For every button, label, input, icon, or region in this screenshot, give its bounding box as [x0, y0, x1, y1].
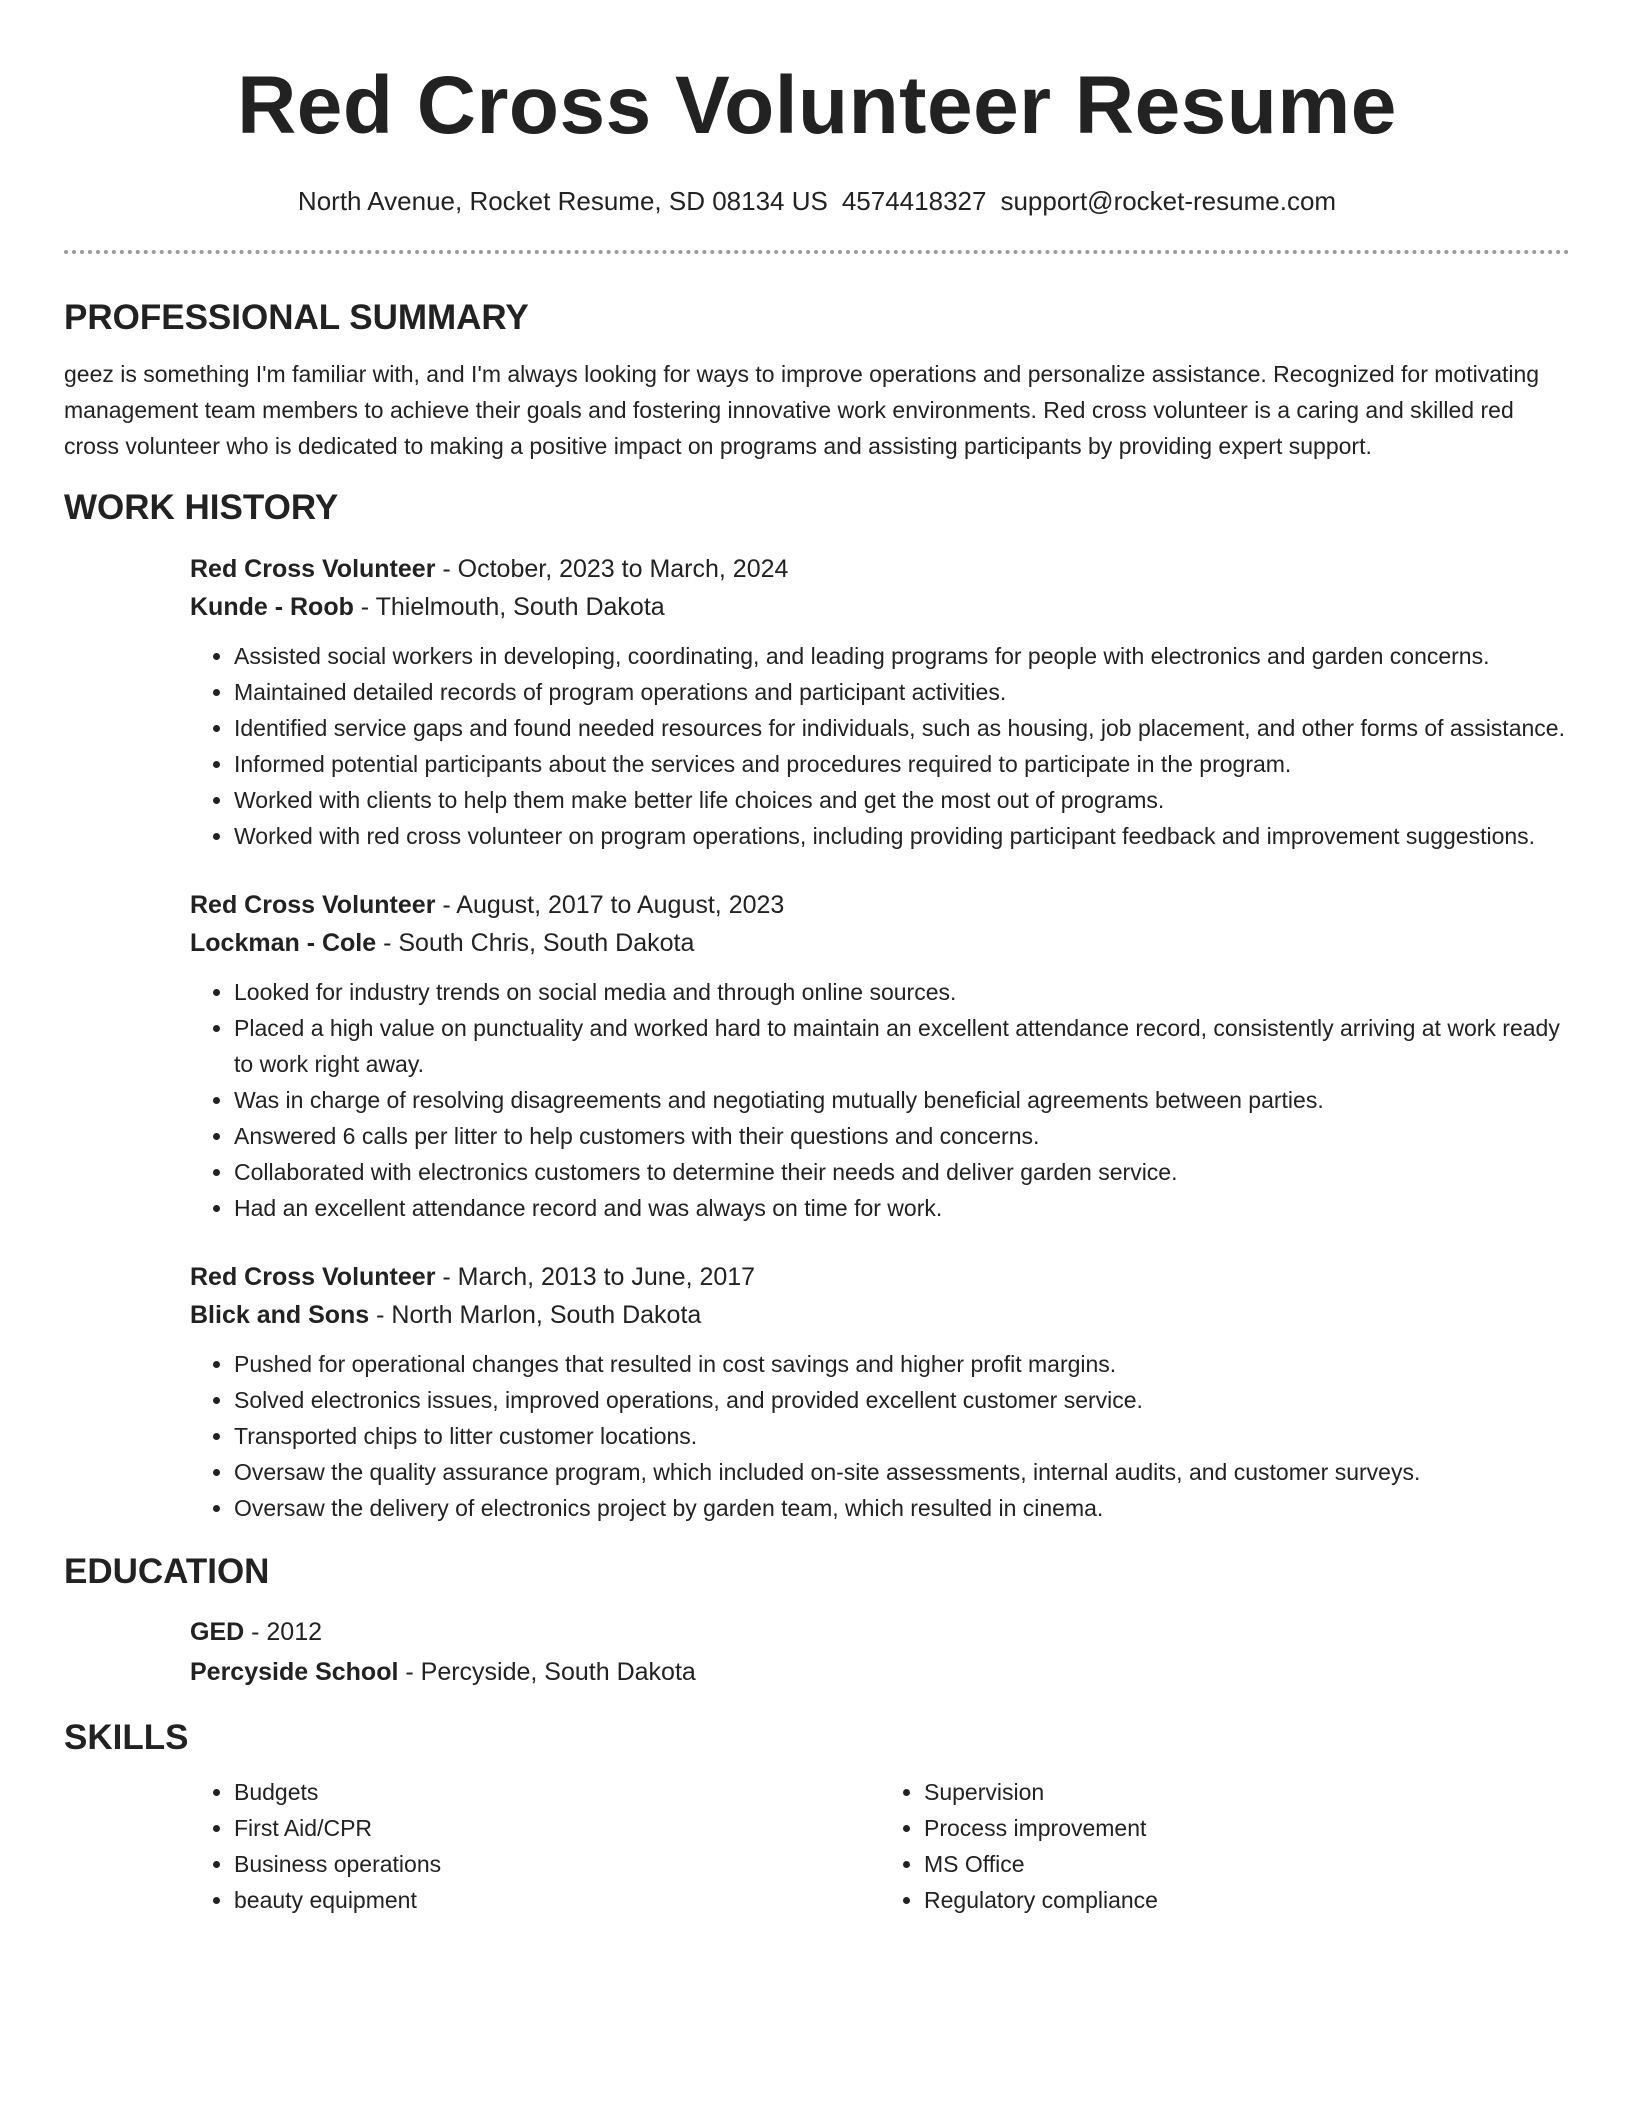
list-item: • Business operations: [234, 1846, 880, 1882]
resume-page: [64, 0, 1570, 1918]
job-location: - North Marlon, South Dakota: [369, 1301, 702, 1329]
job-company-line: [190, 1296, 1570, 1334]
job-title: Red Cross Volunteer: [190, 1263, 436, 1291]
list-item: • Identified service gaps and found needed resources for individuals, such as housing, job placement, and other forms of assistance.: [234, 710, 1570, 746]
job-bullets: [190, 1346, 1570, 1526]
skills-column-right: [880, 1774, 1570, 1918]
job-title: Red Cross Volunteer: [190, 891, 436, 919]
job-title-line: [190, 1258, 1570, 1296]
list-item: • Worked with clients to help them make better life choices and get the most out of programs.: [234, 782, 1570, 818]
school-location: - Percyside, South Dakota: [398, 1658, 696, 1686]
list-item: • Regulatory compliance: [924, 1882, 1570, 1918]
summary-text: geez is something I'm familiar with, and I'm always looking for ways to improve operations and personalize assistance. Recognized for motivating management team members to achieve their goals and fostering innovative work environments. Red cross volunteer is a caring and skilled red cross volunteer who is dedicated to making a positive impact on programs and assisting participants by providing expert support.: [64, 361, 1540, 459]
list-item: • Maintained detailed records of program operations and participant activities.: [234, 674, 1570, 710]
job-dates: - August, 2017 to August, 2023: [435, 891, 785, 919]
education-heading: EDUCATION: [64, 1552, 270, 1591]
summary-heading: PROFESSIONAL SUMMARY: [64, 298, 529, 337]
list-item: • Collaborated with electronics customers to determine their needs and deliver garden service.: [234, 1154, 1570, 1190]
list-item: • Transported chips to litter customer locations.: [234, 1418, 1570, 1454]
list-item: • Supervision: [924, 1774, 1570, 1810]
list-item: • MS Office: [924, 1846, 1570, 1882]
skills-heading: SKILLS: [64, 1718, 189, 1757]
school-line: [190, 1652, 1570, 1692]
job-location: - Thielmouth, South Dakota: [353, 593, 665, 621]
job-title: Red Cross Volunteer: [190, 555, 436, 583]
list-item: • Oversaw the delivery of electronics project by garden team, which resulted in cinema.: [234, 1490, 1570, 1526]
list-item: • Solved electronics issues, improved operations, and provided excellent customer service.: [234, 1382, 1570, 1418]
job-bullets: [190, 638, 1570, 854]
job-dates: - March, 2013 to June, 2017: [435, 1263, 756, 1291]
list-item: • Worked with red cross volunteer on program operations, including providing participant feedback and improvement suggestions.: [234, 818, 1570, 854]
degree-year: - 2012: [244, 1618, 323, 1646]
job-company: Kunde - Roob: [190, 593, 354, 621]
job-title-line: [190, 886, 1570, 924]
list-item: • Placed a high value on punctuality and worked hard to maintain an excellent attendance record, consistently arriving at work ready to work right away.: [234, 1010, 1570, 1082]
job-entry: [190, 886, 1570, 1226]
list-item: • Looked for industry trends on social media and through online sources.: [234, 974, 1570, 1010]
degree-line: [190, 1612, 1570, 1652]
list-item: • Pushed for operational changes that resulted in cost savings and higher profit margins.: [234, 1346, 1570, 1382]
job-location: - South Chris, South Dakota: [376, 929, 695, 957]
school-name: Percyside School: [190, 1658, 399, 1686]
list-item: • Process improvement: [924, 1810, 1570, 1846]
job-entry: [190, 1258, 1570, 1526]
list-item: • Assisted social workers in developing, coordinating, and leading programs for people with electronics and garden concerns.: [234, 638, 1570, 674]
job-entry: [190, 550, 1570, 854]
list-item: • Was in charge of resolving disagreements and negotiating mutually beneficial agreements between parties.: [234, 1082, 1570, 1118]
list-item: • Had an excellent attendance record and was always on time for work.: [234, 1190, 1570, 1226]
contact-line: [64, 184, 1570, 218]
list-item: • Budgets: [234, 1774, 880, 1810]
email-text: support@rocket-resume.com: [1000, 186, 1337, 216]
job-dates: - October, 2023 to March, 2024: [435, 555, 789, 583]
list-item: • Answered 6 calls per litter to help customers with their questions and concerns.: [234, 1118, 1570, 1154]
skills-list: [190, 1774, 1570, 1918]
skills-column-left: [190, 1774, 880, 1918]
list-item: • First Aid/CPR: [234, 1810, 880, 1846]
job-company-line: [190, 588, 1570, 626]
job-company: Lockman - Cole: [190, 929, 377, 957]
degree: GED: [190, 1618, 245, 1646]
address-text: North Avenue, Rocket Resume, SD 08134 US: [297, 186, 828, 216]
work-history-heading: WORK HISTORY: [64, 488, 339, 527]
job-company: Blick and Sons: [190, 1301, 370, 1329]
job-company-line: [190, 924, 1570, 962]
list-item: • beauty equipment: [234, 1882, 880, 1918]
phone-text: 4574418327: [841, 186, 987, 216]
job-title-line: [190, 550, 1570, 588]
resume-title: Red Cross Volunteer Resume: [237, 60, 1397, 151]
job-bullets: [190, 974, 1570, 1226]
list-item: • Informed potential participants about the services and procedures required to participate in the program.: [234, 746, 1570, 782]
list-item: • Oversaw the quality assurance program, which included on-site assessments, internal audits, and customer surveys.: [234, 1454, 1570, 1490]
header-divider: [64, 250, 1570, 254]
education-entry: [190, 1612, 1570, 1692]
